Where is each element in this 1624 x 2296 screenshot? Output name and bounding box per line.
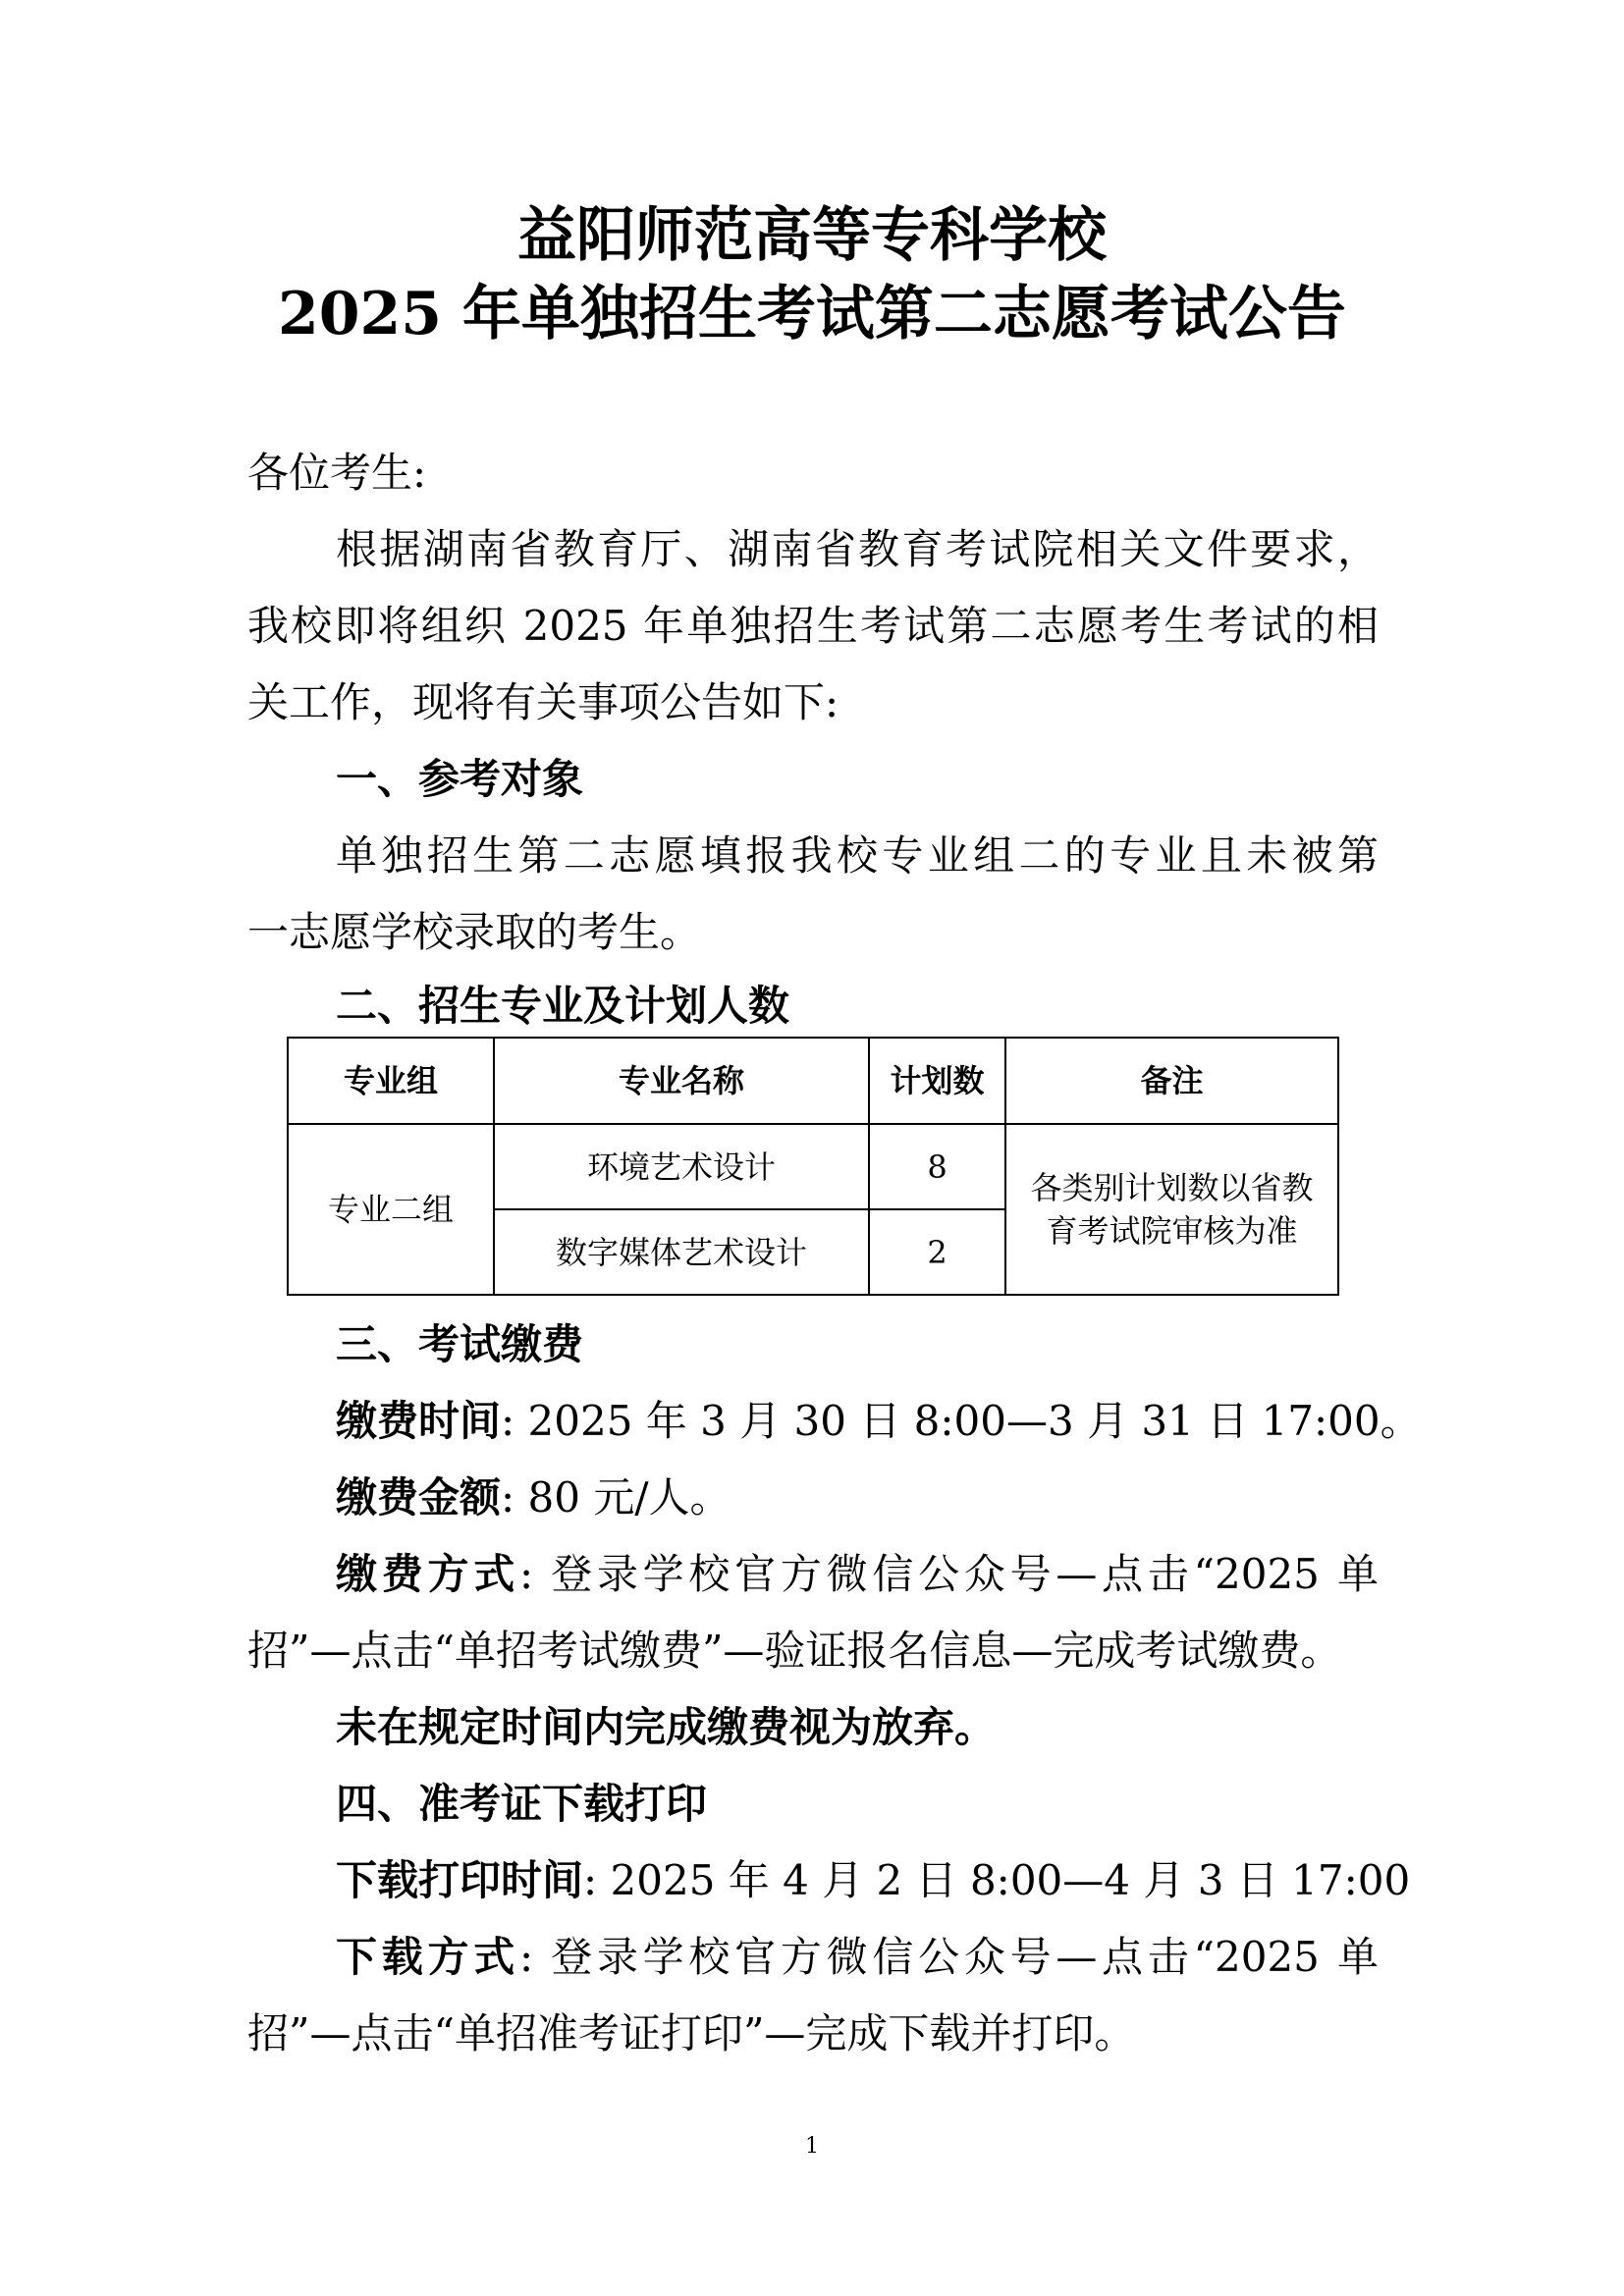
payment-time-value: 2025 年 3 月 30 日 8:00—3 月 31 日 17:00。: [527, 1397, 1422, 1445]
payment-method-value-1: 登录学校官方微信公众号—点击“2025 单: [551, 1550, 1379, 1598]
section-1-line-1: 单独招生第二志愿填报我校专业组二的专业且未被第: [336, 831, 1379, 880]
download-method: 下载方式: 登录学校官方微信公众号—点击“2025 单: [336, 1933, 1379, 1981]
download-method-value-1: 登录学校官方微信公众号—点击“2025 单: [551, 1933, 1379, 1981]
enrollment-plan-table: [287, 1037, 1339, 1296]
section-3-heading: 三、考试缴费: [336, 1320, 584, 1368]
download-time-label: 下载打印时间: [336, 1856, 584, 1904]
cell-group: 专业二组: [288, 1124, 494, 1295]
note-line-1: 各类别计划数以省教: [1030, 1169, 1314, 1206]
note-line-2: 育考试院审核为准: [1046, 1212, 1298, 1250]
payment-amount: 缴费金额: 80 元/人。: [336, 1473, 731, 1522]
payment-method: 缴费方式: 登录学校官方微信公众号—点击“2025 单: [336, 1550, 1379, 1598]
section-2-heading: 二、招生专业及计划人数: [336, 982, 790, 1030]
greeting: 各位考生:: [247, 449, 427, 497]
intro-line-1: 根据湖南省教育厅、湖南省教育考试院相关文件要求，: [336, 525, 1379, 573]
payment-amount-label: 缴费金额: [336, 1473, 502, 1522]
download-time-value: 2025 年 4 月 2 日 8:00—4 月 3 日 17:00: [610, 1856, 1411, 1904]
table-row: [288, 1124, 1338, 1209]
page-number: 1: [805, 2134, 819, 2159]
download-method-label: 下载方式: [336, 1933, 519, 1981]
intro-line-3: 关工作，现将有关事项公告如下:: [247, 678, 839, 726]
table-header-row: [288, 1038, 1338, 1124]
header-major: 专业名称: [494, 1038, 869, 1124]
cell-note: [1005, 1124, 1338, 1295]
cell-count: 8: [869, 1124, 1005, 1209]
header-count: 计划数: [869, 1038, 1005, 1124]
download-time: 下载打印时间: 2025 年 4 月 2 日 8:00—4 月 3 日 17:00: [336, 1856, 1411, 1904]
section-4-heading: 四、准考证下载打印: [336, 1780, 708, 1828]
cell-major: 环境艺术设计: [494, 1124, 869, 1209]
header-note: 备注: [1005, 1038, 1338, 1124]
document-title-line2: 2025 年单独招生考试第二志愿考试公告: [278, 280, 1346, 348]
payment-time-label: 缴费时间: [336, 1397, 502, 1445]
section-1-line-2: 一志愿学校录取的考生。: [247, 908, 702, 956]
download-method-line-2: 招”—点击“单招准考证打印”—完成下载并打印。: [247, 2009, 1136, 2057]
cell-count: 2: [869, 1209, 1005, 1295]
payment-method-label: 缴费方式: [336, 1550, 519, 1598]
intro-line-2: 我校即将组织 2025 年单独招生考试第二志愿考生考试的相: [247, 602, 1379, 650]
payment-time: 缴费时间: 2025 年 3 月 30 日 8:00—3 月 31 日 17:00。: [336, 1397, 1422, 1445]
header-group: 专业组: [288, 1038, 494, 1124]
document-title-line1: 益阳师范高等专科学校: [517, 201, 1107, 270]
payment-method-line-2: 招”—点击“单招考试缴费”—验证报名信息—完成考试缴费。: [247, 1627, 1342, 1675]
payment-warning: 未在规定时间内完成缴费视为放弃。: [336, 1703, 997, 1751]
section-1-heading: 一、参考对象: [336, 755, 584, 803]
payment-amount-value: 80 元/人。: [527, 1473, 731, 1522]
cell-major: 数字媒体艺术设计: [494, 1209, 869, 1295]
